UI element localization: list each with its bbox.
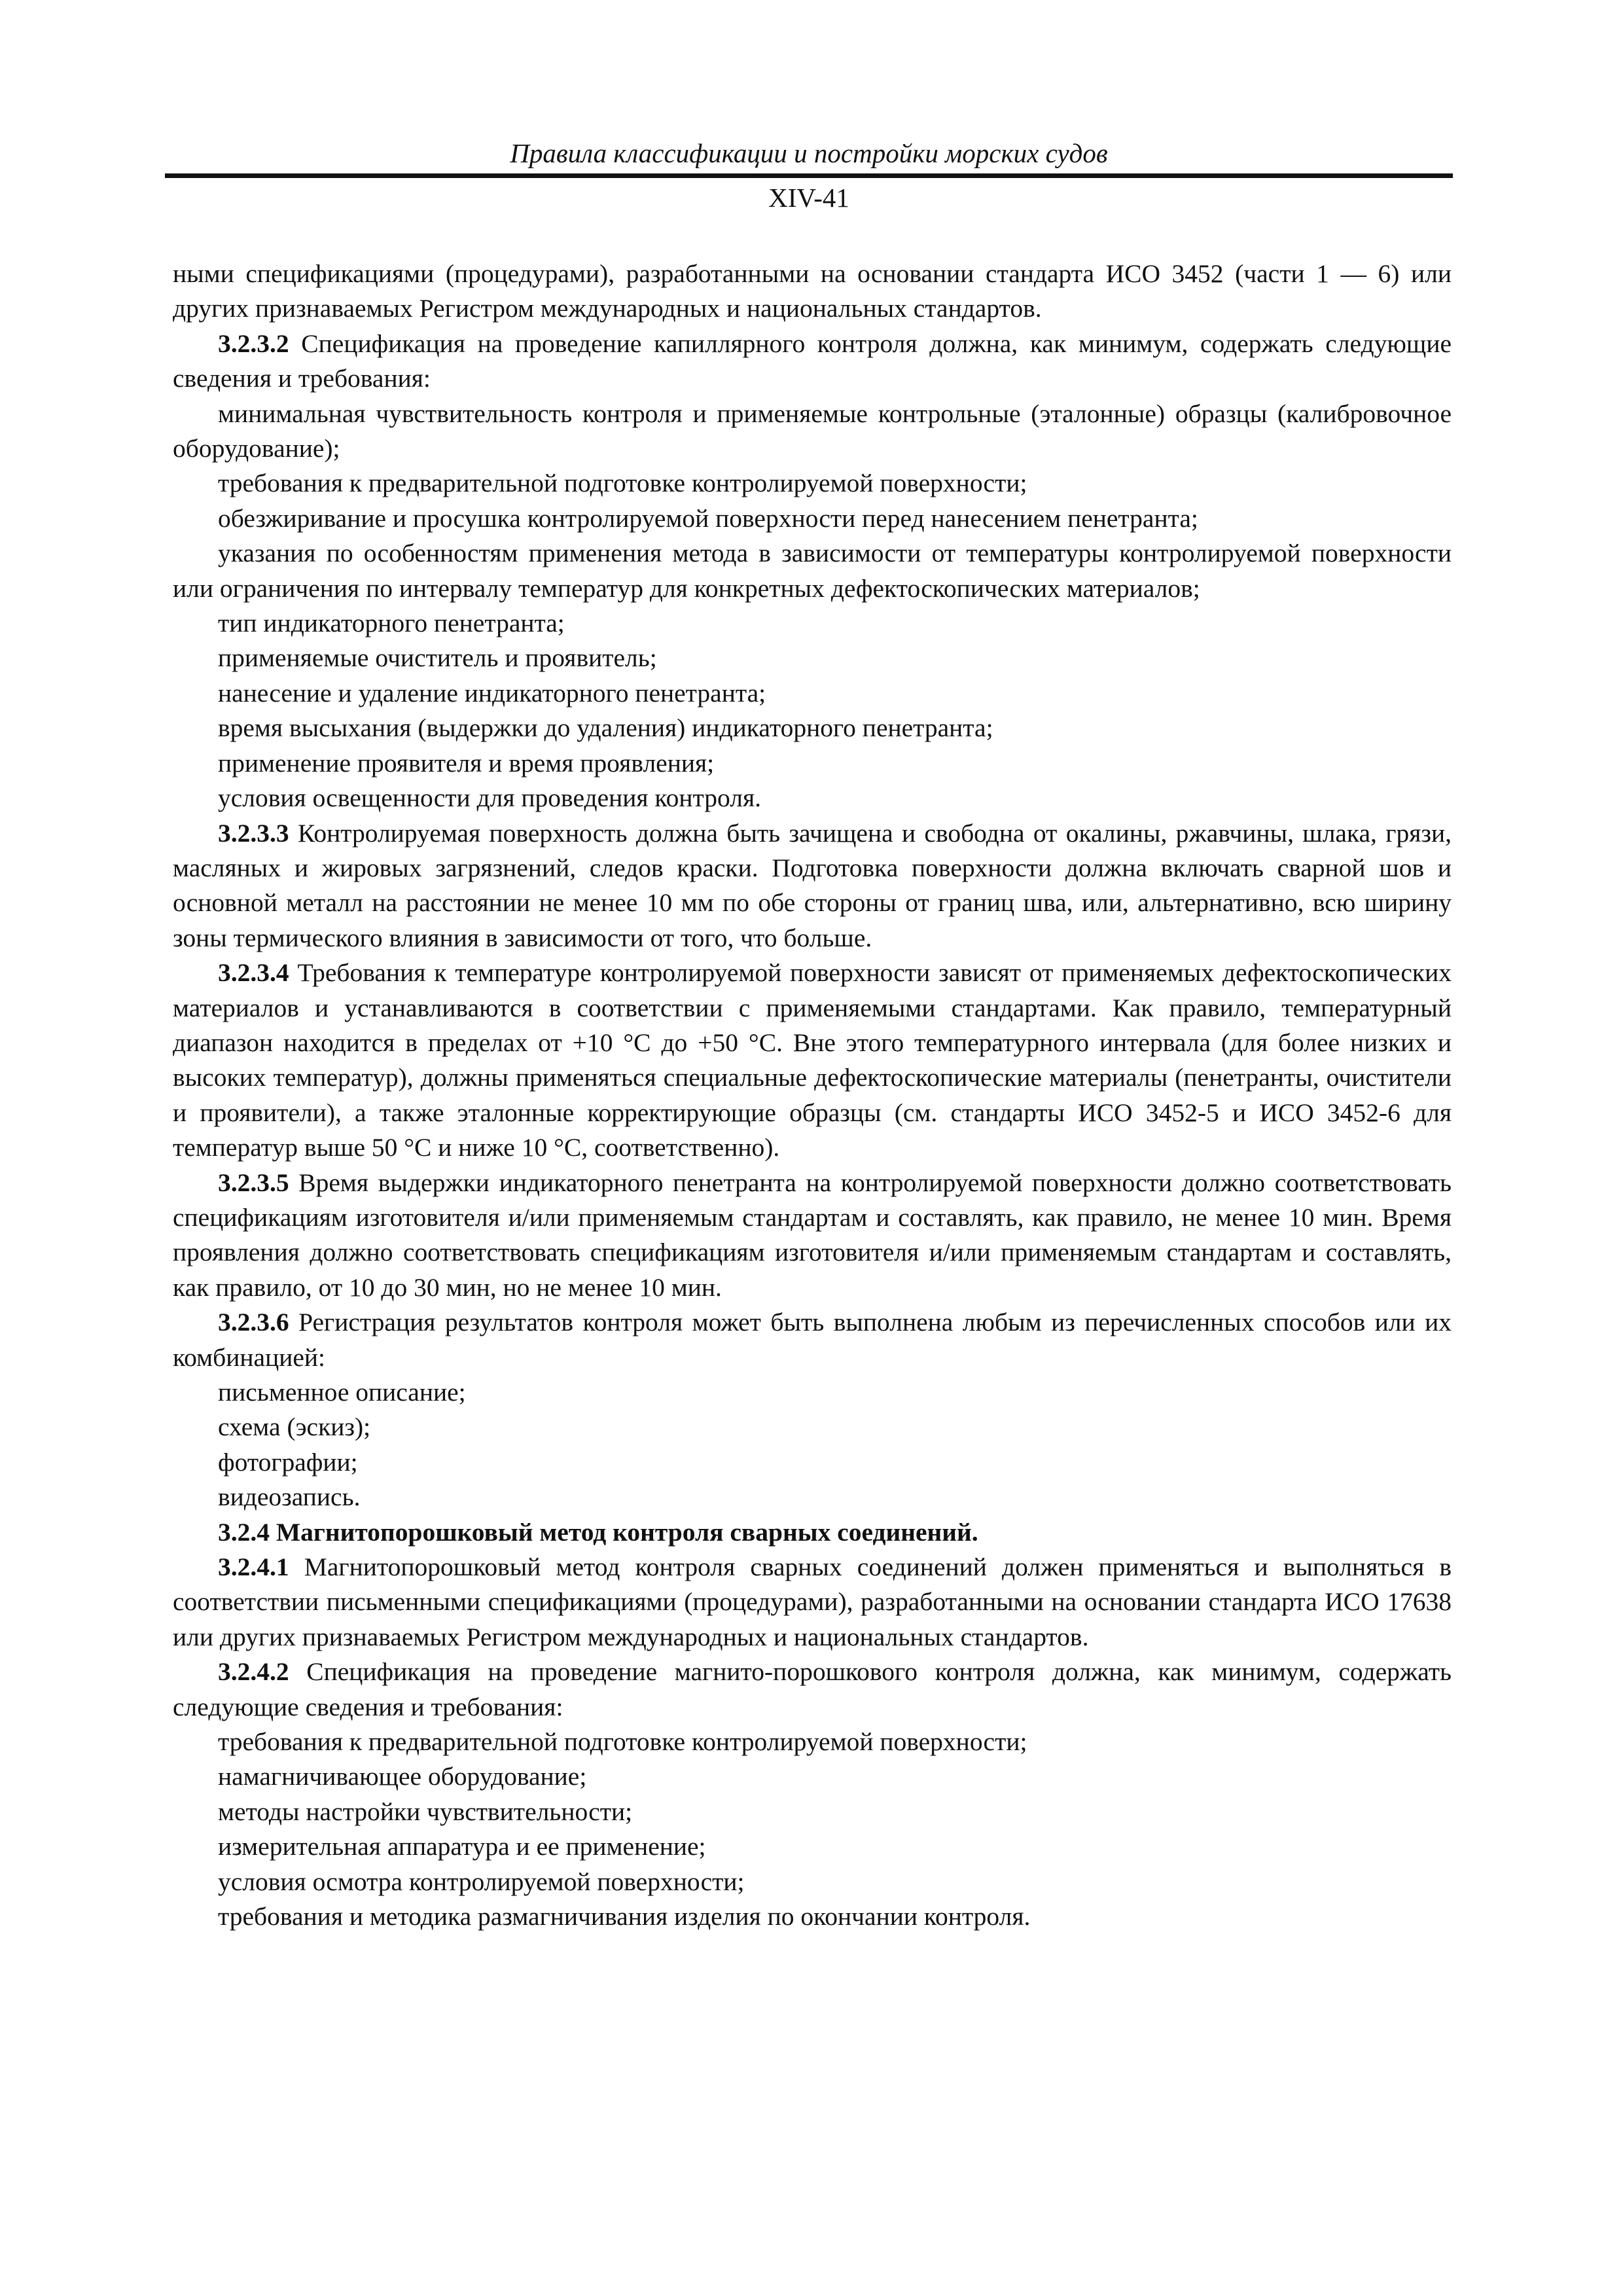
list-item [173,1375,1452,1410]
list-item [173,1829,1452,1864]
paragraph-continuation [173,257,1452,327]
paragraph-text: Спецификация на проведение магнито-порошкового контроля должна, как минимум, содержать следующие сведения и требования: [173,1657,1452,1721]
paragraph-3-2-3-3 [173,816,1452,956]
paragraph-text: условия освещенности для проведения контроля. [218,783,761,813]
section-heading: 3.2.4 Магнитопорошковый метод контроля сварных соединений. [218,1517,978,1547]
paragraph-number: 3.2.3.2 [218,329,289,358]
paragraph-text: обезжиривание и просушка контролируемой поверхности перед нанесением пенетранта; [218,503,1198,533]
list-item [173,1480,1452,1515]
list-item [173,1865,1452,1899]
paragraph-text: ными спецификациями (процедурами), разработанными на основании стандарта ИСО 3452 (части 1 — 6) или других признаваемых Регистром международных и национальных стандартов. [173,259,1452,323]
list-item [173,536,1452,606]
list-item [173,746,1452,781]
section-heading-3-2-4 [173,1515,1452,1550]
paragraph-text: измерительная аппаратура и ее применение; [218,1832,706,1861]
list-item [173,711,1452,745]
paragraph-text: тип индикаторного пенетранта; [218,609,565,638]
list-item [173,1725,1452,1759]
list-item [173,606,1452,641]
paragraph-text: указания по особенностям применения метода в зависимости от температуры контролируемой поверхности или ограничения по интервалу температур для конкретных дефектоскопических материалов; [173,539,1452,603]
list-item [173,641,1452,675]
paragraph-text: условия осмотра контролируемой поверхности; [218,1867,745,1896]
paragraph-text: требования к предварительной подготовке контролируемой поверхности; [218,1727,1027,1757]
paragraph-text: применяемые очиститель и проявитель; [218,643,657,673]
list-item [173,1899,1452,1934]
paragraph-text: Спецификация на проведение капиллярного контроля должна, как минимум, содержать следующие сведения и требования: [173,329,1452,393]
paragraph-3-2-3-6 [173,1305,1452,1375]
list-item [173,397,1452,467]
paragraph-number: 3.2.3.4 [218,958,289,988]
document-body [173,257,1452,1935]
paragraph-text: нанесение и удаление индикаторного пенетранта; [218,678,766,708]
paragraph-text: схема (эскиз); [218,1412,371,1442]
list-item [173,1759,1452,1794]
list-item [173,781,1452,816]
paragraph-text: видеозапись. [218,1482,361,1512]
paragraph-3-2-3-5 [173,1166,1452,1306]
paragraph-text: письменное описание; [218,1378,466,1407]
page-number: XIV-41 [768,183,849,213]
list-item [173,1795,1452,1829]
paragraph-text: методы настройки чувствительности; [218,1797,633,1826]
list-item [173,1445,1452,1480]
paragraph-text: Время выдержки индикаторного пенетранта на контролируемой поверхности должно соответствовать спецификациям изготовителя и/или применяемым стандартам и составлять, как правило, не менее 10 мин. Время проявления должно соответствовать спецификациям изготовителя и/или применяемым стандартам и составлять, как правило, от 10 до 30 мин, но не менее 10 мин. [173,1168,1452,1302]
paragraph-number: 3.2.4.1 [218,1552,289,1582]
paragraph-3-2-3-4 [173,956,1452,1165]
paragraph-text: применение проявителя и время проявления; [218,748,715,778]
paragraph-text: намагничивающее оборудование; [218,1762,587,1791]
paragraph-text: минимальная чувствительность контроля и применяемые контрольные (эталонные) образцы (калибровочное оборудование); [173,399,1452,463]
paragraph-number: 3.2.3.3 [218,818,289,848]
paragraph-text: Контролируемая поверхность должна быть зачищена и свободна от окалины, ржавчины, шлака, грязи, масляных и жировых загрязнений, следов краски. Подготовка поверхности должна включать сварной шов и основной металл на расстоянии не менее 10 мм по обе стороны от границ шва, или, альтернативно, всю ширину зоны термического влияния в зависимости от того, что больше. [173,818,1452,952]
paragraph-text: Регистрация результатов контроля может быть выполнена любым из перечисленных способов или их комбинацией: [173,1308,1452,1372]
list-item [173,501,1452,536]
paragraph-text: требования к предварительной подготовке контролируемой поверхности; [218,469,1027,498]
paragraph-text: фотографии; [218,1447,358,1477]
paragraph-3-2-4-2 [173,1655,1452,1725]
paragraph-text: требования и методика размагничивания изделия по окончании контроля. [218,1902,1031,1931]
paragraph-text: время высыхания (выдержки до удаления) индикаторного пенетранта; [218,713,993,743]
page-header [165,134,1453,178]
paragraph-3-2-3-2 [173,327,1452,397]
paragraph-text: Магнитопорошковый метод контроля сварных соединений должен применяться и выполняться в соответствии письменными спецификациями (процедурами), разработанными на основании стандарта ИСО 17638 или других признаваемых Регистром международных и национальных стандартов. [173,1552,1452,1651]
paragraph-text: Требования к температуре контролируемой поверхности зависят от применяемых дефектоскопических материалов и устанавливаются в соответствии с применяемыми стандартами. Как правило, температурный диапазон находится в пределах от +10 °С до +50 °С. Вне этого температурного интервала (для более низких и высоких температур), должны применяться специальные дефектоскопические материалы (пенетранты, очистители и проявители), а также эталонные корректирующие образцы (см. стандарты ИСО 3452-5 и ИСО 3452-6 для температур выше 50 °С и ниже 10 °С, соответственно). [173,958,1452,1162]
paragraph-number: 3.2.3.6 [218,1308,289,1337]
header-title: Правила классификации и постройки морских судов [510,138,1108,168]
paragraph-number: 3.2.3.5 [218,1168,289,1197]
list-item [173,466,1452,501]
paragraph-3-2-4-1 [173,1550,1452,1655]
list-item [173,1410,1452,1444]
list-item [173,676,1452,711]
paragraph-number: 3.2.4.2 [218,1657,289,1687]
